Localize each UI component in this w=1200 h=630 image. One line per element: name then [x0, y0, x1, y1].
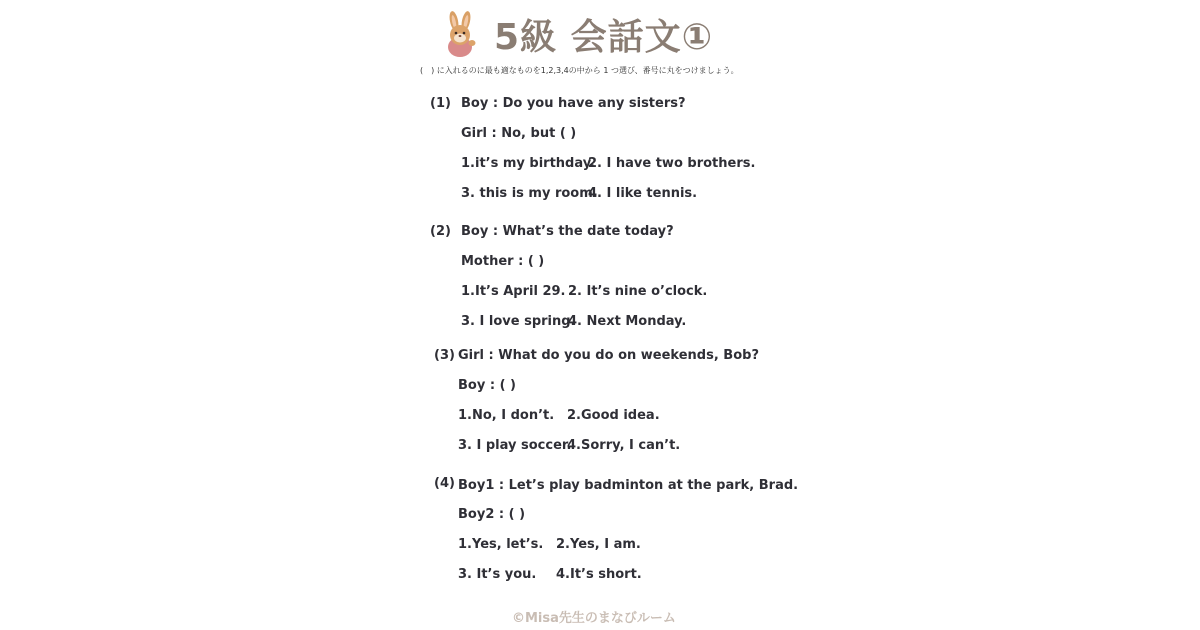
question-2-line-2: Mother : ( )	[461, 254, 545, 269]
question-4-number: (4)	[434, 476, 455, 491]
question-1-number: (1)	[430, 96, 451, 111]
question-1-option-4: 4. I like tennis.	[588, 186, 698, 201]
question-2-number: (2)	[430, 224, 451, 239]
rabbit-icon	[440, 11, 480, 57]
question-4-option-2: 2.Yes, I am.	[556, 537, 641, 552]
question-3-option-1: 1.No, I don’t.	[458, 408, 555, 423]
question-3-line-1: Girl : What do you do on weekends, Bob?	[458, 348, 759, 363]
question-2-option-4: 4. Next Monday.	[568, 314, 687, 329]
page-title: 5級 会話文①	[494, 16, 714, 58]
question-3-number: (3)	[434, 348, 455, 363]
footer-credit: ©Misa先生のまなびルーム	[512, 611, 676, 626]
question-2-option-2: 2. It’s nine o’clock.	[568, 284, 708, 299]
question-3-line-2: Boy : ( )	[458, 378, 516, 393]
question-1-option-2: 2. I have two brothers.	[588, 156, 756, 171]
question-4-option-4: 4.It’s short.	[556, 567, 642, 582]
question-3-option-2: 2.Good idea.	[567, 408, 660, 423]
question-1-option-3: 3. this is my room.	[461, 186, 598, 201]
question-4-option-3: 3. It’s you.	[458, 567, 537, 582]
question-4-option-1: 1.Yes, let’s.	[458, 537, 544, 552]
instruction-text: ( ) に入れるのに最も適なものを1,2,3,4の中から 1 つ選び、番号に丸をつけましょう。	[420, 66, 739, 75]
question-3-option-4: 4.Sorry, I can’t.	[567, 438, 681, 453]
question-1-line-1: Boy : Do you have any sisters?	[461, 96, 686, 111]
question-1-option-1: 1.it’s my birthday.	[461, 156, 595, 171]
question-2-line-1: Boy : What’s the date today?	[461, 224, 674, 239]
question-1-line-2: Girl : No, but ( )	[461, 126, 577, 141]
header	[440, 10, 713, 58]
question-2-option-3: 3. I love spring.	[461, 314, 576, 329]
question-4-line-1: Boy1 : Let’s play badminton at the park, Brad.	[458, 478, 799, 493]
question-2-option-1: 1.It’s April 29.	[461, 284, 566, 299]
question-4-line-2: Boy2 : ( )	[458, 507, 526, 522]
question-3-option-3: 3. I play soccer.	[458, 438, 572, 453]
